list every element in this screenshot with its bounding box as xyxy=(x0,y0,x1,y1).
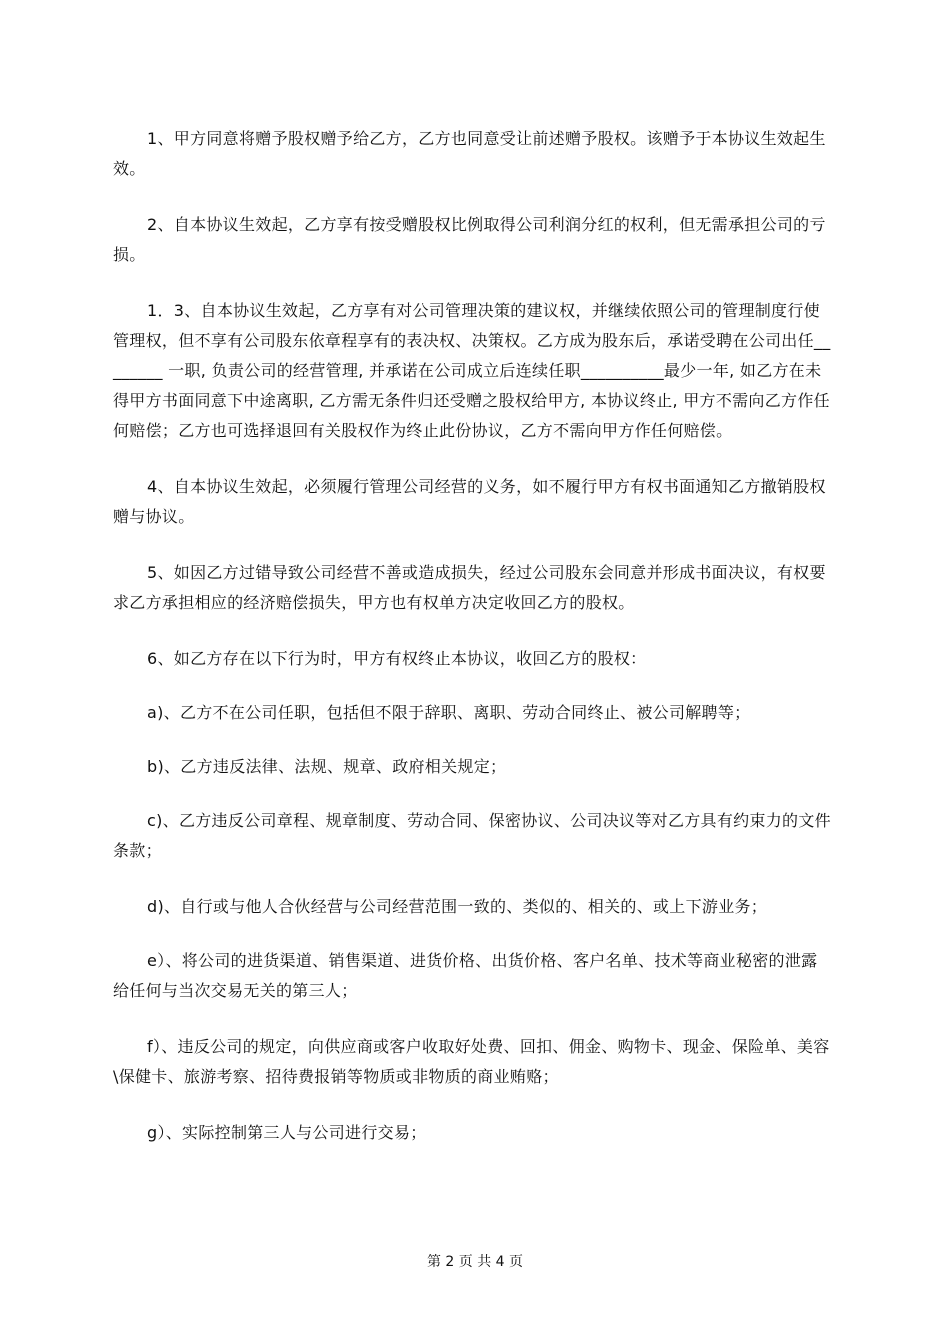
clause-6g: g）、实际控制第三人与公司进行交易； xyxy=(147,1123,427,1142)
clause-4: 4、自本协议生效起，必须履行管理公司经营的义务，如不履行甲方有权书面通知乙方撤销股权赠与协议。 xyxy=(113,477,826,526)
clause-5: 5、如因乙方过错导致公司经营不善或造成损失，经过公司股东会同意并形成书面决议，有权要求乙方承担相应的经济赔偿损失，甲方也有权单方决定收回乙方的股权。 xyxy=(113,563,826,612)
clause-3: 1．3、自本协议生效起，乙方享有对公司管理决策的建议权，并继续依照公司的管理制度行使管理权，但不享有公司股东依章程享有的表决权、决策权。乙方成为股东后，承诺受聘在公司出任________ 一职, 负责公司的经营管理, 并承诺在公司成立后连续任职__________最少一年, 如乙方在未得甲方书面同意下中途离职, 乙方需无条件归还受赠之股权给甲方, 本协议终止, 甲方不需向乙方作任何赔偿；乙方也可选择退回有关股权作为终止此份协议，乙方不需向甲方作任何赔偿。 xyxy=(113,301,831,440)
clause-6e: e）、将公司的进货渠道、销售渠道、进货价格、出货价格、客户名单、技术等商业秘密的泄露给任何与当次交易无关的第三人； xyxy=(113,951,818,1000)
document-body xyxy=(113,124,833,1174)
clause-6b: b)、乙方违反法律、法规、规章、政府相关规定； xyxy=(147,757,507,776)
page-footer: 第 2 页 共 4 页 xyxy=(426,1254,524,1270)
clause-6d: d)、自行或与他人合伙经营与公司经营范围一致的、类似的、相关的、或上下游业务； xyxy=(147,897,768,916)
clause-6f: f）、违反公司的规定，向供应商或客户收取好处费、回扣、佣金、购物卡、现金、保险单、美容\保健卡、旅游考察、招待费报销等物质或非物质的商业贿赂； xyxy=(113,1037,830,1086)
clause-2: 2、自本协议生效起，乙方享有按受赠股权比例取得公司利润分红的权利，但无需承担公司的亏损。 xyxy=(113,215,826,264)
clause-6c: c)、乙方违反公司章程、规章制度、劳动合同、保密协议、公司决议等对乙方具有约束力的文件条款； xyxy=(113,811,831,860)
clause-1: 1、甲方同意将赠予股权赠予给乙方，乙方也同意受让前述赠予股权。该赠予于本协议生效起生效。 xyxy=(113,129,826,178)
clause-6a: a)、乙方不在公司任职，包括但不限于辞职、离职、劳动合同终止、被公司解聘等； xyxy=(147,703,751,722)
clause-6: 6、如乙方存在以下行为时，甲方有权终止本协议，收回乙方的股权： xyxy=(147,649,647,668)
